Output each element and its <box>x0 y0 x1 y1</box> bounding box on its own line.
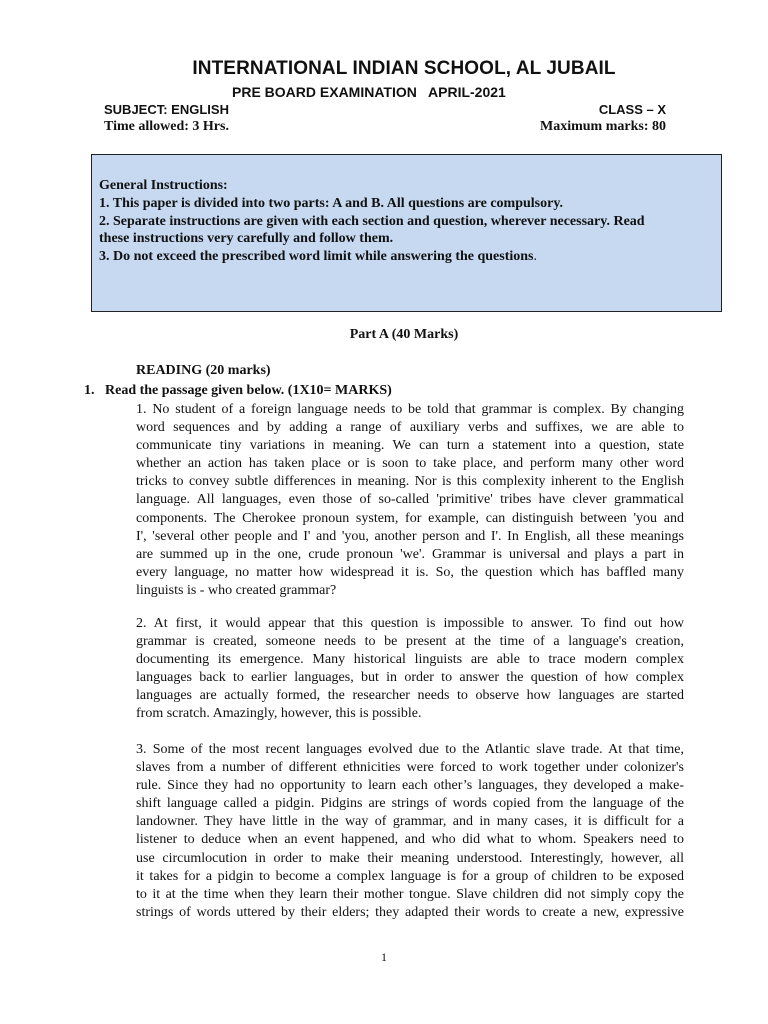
maximum-marks: Maximum marks: 80 <box>540 119 666 134</box>
class-label: CLASS – X <box>598 102 666 117</box>
passage-line: languages back to earlier languages, but in order to answer the question of how complex <box>136 670 684 686</box>
passage-paragraph-1 <box>136 401 684 600</box>
passage-line: are summed up in the one, crude pronoun 'we'. Grammar is universal and plays a part in <box>136 546 684 562</box>
passage-line: language. All languages, even those of so-called 'primitive' tribes have clever grammatical <box>136 492 684 508</box>
passage-line: 1. No student of a foreign language needs to be told that grammar is complex. By changing <box>136 402 684 417</box>
passage-paragraph-2 <box>136 615 684 724</box>
passage-line: whether an action has taken place or is soon to take place, and perform many other word <box>136 456 684 472</box>
passage-line: languages are actually formed, the researcher needs to observe how languages are started <box>136 688 684 704</box>
passage-paragraph-3 <box>136 741 684 922</box>
question-1: 1. Read the passage given below. (1X10= MARKS) <box>84 383 392 398</box>
passage-line: shift language called a pidgin. Pidgins are strings of words copied from the language of the <box>136 796 684 812</box>
passage-line: communicate tiny variations in meaning. We can turn a statement into a question, state <box>136 438 684 454</box>
subject-label: SUBJECT: ENGLISH <box>104 102 229 117</box>
exam-title: PRE BOARD EXAMINATION APRIL-2021 <box>232 84 506 100</box>
instructions-title: General Instructions: <box>99 178 228 193</box>
passage-line: strings of words uttered by their elders; they adapted their words to create a new, expressive <box>136 904 684 920</box>
instruction-2b: these instructions very carefully and follow them. <box>99 231 394 247</box>
instruction-1: 1. This paper is divided into two parts: A and B. All questions are compulsory. <box>99 195 564 211</box>
instruction-3-text: 3. Do not exceed the prescribed word limit while answering the questions <box>99 249 534 265</box>
passage-line: components. The Cherokee pronoun system, for example, can distinguish between 'you and <box>136 510 684 526</box>
passage-line: 3. Some of the most recent languages evolved due to the Atlantic slave trade. At that time, <box>136 742 684 757</box>
part-a-heading: Part A (40 Marks) <box>349 327 459 342</box>
time-allowed: Time allowed: 3 Hrs. <box>104 119 229 134</box>
passage-line: it takes for a pidgin to become a complex language is for a group of children to be exposed <box>136 868 684 884</box>
passage-line: from scratch. Amazingly, however, this is possible. <box>136 706 422 722</box>
reading-heading: READING (20 marks) <box>136 363 271 378</box>
school-name: INTERNATIONAL INDIAN SCHOOL, AL JUBAIL <box>192 58 616 79</box>
passage-line: every language, no matter how widespread it is. So, the question which has baffled many <box>136 564 684 580</box>
passage-line: I', 'several other people and I' and 'you, another person and I'. In English, all these meanings <box>136 528 684 544</box>
passage-line: to it at the time when they learn their mother tongue. Slave children did not simply copy the <box>136 886 684 902</box>
passage-line: 2. At first, it would appear that this question is impossible to answer. To find out how <box>136 616 684 631</box>
instruction-3-end: . <box>533 249 537 265</box>
passage-line: word sequences and by adding a range of auxiliary verbs and suffixes, we are able to <box>136 420 684 436</box>
passage-line: tricks to convey subtle differences in meaning. Nor is this complexity inherent to the English <box>136 474 684 490</box>
passage-line: slaves from a number of different ethnicities were forced to work together under colonizer's <box>136 760 684 776</box>
passage-line: listener to deduce when an event happened, and who did what to whom. Speakers need to <box>136 832 684 848</box>
instruction-2a: 2. Separate instructions are given with each section and question, wherever necessary. Read <box>99 213 645 229</box>
page-number: 1 <box>381 950 387 964</box>
passage-line: documenting its emergence. Many historical linguists are able to trace modern complex <box>136 652 684 668</box>
passage-line: use circumlocution in order to make their meaning understood. Interestingly, however, all <box>136 850 684 866</box>
instruction-3 <box>99 248 714 266</box>
passage-line: rule. Since they had no opportunity to learn each other’s languages, they developed a make- <box>136 778 684 794</box>
general-instructions-box <box>91 154 722 312</box>
passage-line: linguists is - who created grammar? <box>136 582 337 598</box>
passage-line: grammar is created, someone needs to be present at the time of a language's creation, <box>136 634 684 650</box>
passage-line: landowner. They have little in the way of grammar, and in many cases, it is difficult for a <box>136 814 684 830</box>
